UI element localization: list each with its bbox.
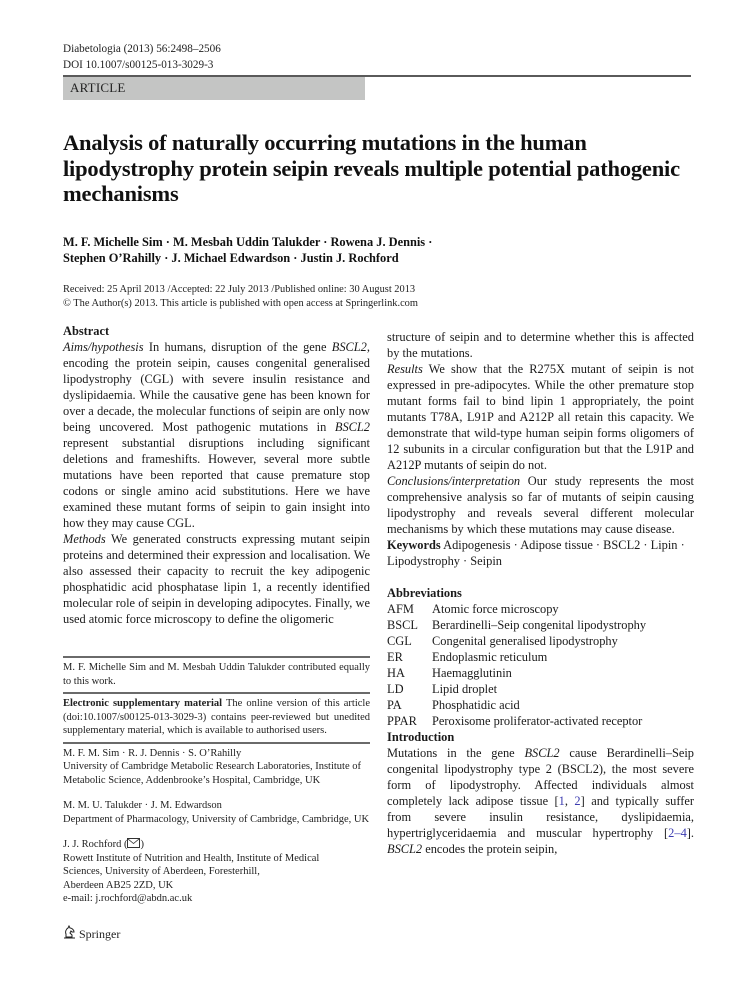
abbreviation-key: PPAR	[387, 714, 417, 728]
left-column	[63, 323, 370, 906]
author-list	[63, 234, 623, 266]
abbreviation-value: Haemagglutinin	[432, 666, 512, 680]
authors-line-2: Stephen O’Rahilly · J. Michael Edwardson · Justin J. Rochford	[63, 251, 399, 265]
abstract-results	[387, 361, 694, 473]
affiliation-address: Department of Pharmacology, University of Cambridge, Cambridge, UK	[63, 813, 370, 825]
abbreviations-section	[387, 585, 694, 729]
esm-text: The online version of this article (doi:10.1007/s00125-013-3029-3) contains peer-reviewed but unedited supplementary material, which is available to authorised users.	[63, 698, 370, 736]
abstract-heading: Abstract	[63, 324, 110, 338]
authors-line-1: M. F. Michelle Sim · M. Mesbah Uddin Talukder · Rowena J. Dennis ·	[63, 235, 433, 249]
abbreviation-row	[387, 633, 694, 649]
affiliation-names: M. F. M. Sim · R. J. Dennis · S. O’Rahilly	[63, 747, 242, 759]
affiliation-address-line: Sciences, University of Aberdeen, Foresterhill,	[63, 866, 260, 877]
abbreviation-value: Berardinelli–Seip congenital lipodystrophy	[432, 618, 647, 632]
abbreviation-key: LD	[387, 682, 404, 696]
keywords	[387, 537, 694, 569]
abbreviation-row	[387, 697, 694, 713]
paren-close: )	[140, 839, 144, 850]
affiliation-address: University of Cambridge Metabolic Research Laboratories, Institute of Metabolic Science, Addenbrooke’s Hospital, Cambridge, UK	[63, 761, 361, 786]
gene-name: BSCL2	[387, 842, 423, 856]
gene-name: BSCL2	[331, 340, 367, 354]
copyright-notice: © The Author(s) 2013. This article is published with open access at Springerlink.com	[63, 297, 418, 309]
corresponding-author-name: J. J. Rochford (	[63, 839, 128, 850]
envelope-icon[interactable]	[127, 838, 140, 848]
introduction-heading: Introduction	[387, 730, 455, 744]
abbreviation-value: Endoplasmic reticulum	[432, 650, 548, 664]
conclusions-text: Our study represents the most comprehensive analysis so far of mutants of seipin causing lipodystrophy and reveals several different molecular mechanisms by which these mutations may cause disease.	[387, 474, 694, 536]
abstract-aims	[63, 339, 370, 531]
introduction-paragraph	[387, 745, 694, 857]
affiliation-1	[63, 744, 370, 788]
citation-link[interactable]: 1	[558, 794, 565, 808]
results-label: Results	[387, 362, 423, 376]
abstract-conclusions	[387, 473, 694, 537]
aims-text: represent substantial disruptions including significant deletions and frameshifts. However, several more subtle mutations have been reported that cause premature stop codons or single amino acid substitutions. Here we have examined these mutant forms of seipin to gain insight into how they may cause CGL.	[63, 436, 370, 530]
intro-text: cause Berardinelli–Seip congenital lipodystrophy type 2 (BSCL2), the most severe form of lipodystrophy. Affected individuals almost completely lack adipose tissue [	[387, 746, 694, 808]
abbreviation-key: AFM	[387, 602, 414, 616]
abbreviation-row	[387, 713, 694, 729]
equal-contribution-note: M. F. Michelle Sim and M. Mesbah Uddin Talukder contributed equally to this work.	[63, 662, 370, 687]
abbreviation-row	[387, 649, 694, 665]
citation-link[interactable]: 2	[574, 794, 581, 808]
abbreviation-value: Lipid droplet	[432, 682, 498, 696]
affiliation-address-line: Rowett Institute of Nutrition and Health, Institute of Medical	[63, 852, 320, 864]
email-link[interactable]: e-mail: j.rochford@abdn.ac.uk	[63, 893, 193, 904]
springer-knight-icon	[63, 925, 76, 943]
methods-label: Methods	[63, 532, 106, 546]
abbreviation-key: BSCL	[387, 618, 418, 632]
abbreviation-row	[387, 601, 694, 617]
right-column	[387, 329, 694, 857]
intro-text: Mutations in the gene	[387, 746, 525, 760]
affiliation-names	[63, 838, 370, 852]
esm-label: Electronic supplementary material	[63, 698, 223, 709]
intro-text: ,	[564, 794, 575, 808]
abbreviations-heading: Abbreviations	[387, 586, 462, 600]
abbreviation-value: Phosphatidic acid	[432, 698, 520, 712]
journal-header	[63, 41, 221, 73]
aims-text: In humans, disruption of the gene	[143, 340, 332, 354]
intro-text: ] and typically suffer from severe insulin resistance, dyslipidaemia, hypertriglyceridaemia and muscular hypertrophy [	[387, 794, 694, 840]
abbreviation-key: HA	[387, 666, 405, 680]
affiliation-names: M. M. U. Talukder · J. M. Edwardson	[63, 800, 222, 811]
abbreviation-value: Peroxisome proliferator-activated receptor	[432, 714, 643, 728]
gene-name: BSCL2	[334, 420, 370, 434]
affiliation-address-line: Aberdeen AB25 2ZD, UK	[63, 879, 174, 891]
date-history: Received: 25 April 2013 /Accepted: 22 July 2013 /Published online: 30 August 2013	[63, 284, 416, 295]
abbreviation-row	[387, 617, 694, 633]
intro-text: ].	[686, 826, 694, 840]
results-text: We show that the R275X mutant of seipin is not expressed in pre-adipocytes. While the other premature stop mutant forms fail to bind lipin 1 appropriately, the point mutants T78A, L91P and A212P all retain this capacity. We demonstrate that wild-type human seipin forms oligomers of 12 subunits in a circular configuration but that the L91P and A212P mutants of seipin do not.	[387, 362, 694, 472]
affiliation-2	[63, 787, 370, 826]
publisher-name: Springer	[79, 926, 121, 941]
article-type-bar	[63, 77, 365, 100]
abbreviation-value: Congenital generalised lipodystrophy	[432, 634, 618, 648]
article-type-label: ARTICLE	[70, 80, 126, 95]
journal-citation: Diabetologia (2013) 56:2498–2506	[63, 43, 221, 55]
affiliation-3	[63, 826, 370, 906]
publication-dates	[63, 283, 623, 310]
abbreviation-row	[387, 665, 694, 681]
keywords-label: Keywords	[387, 538, 441, 552]
aims-text: , encoding the protein seipin, causes congenital generalised lipodystrophy (CGL) with severe insulin resistance and dyslipidaemia. While the causative gene has been known for over a decade, the molecular functions of seipin are only now being uncovered. Most pathogenic mutations in	[63, 340, 370, 434]
keywords-text: Adipogenesis · Adipose tissue · BSCL2 · Lipin · Lipodystrophy · Seipin	[387, 538, 685, 568]
abbreviation-key: ER	[387, 650, 403, 664]
publisher-footer	[63, 925, 120, 943]
aims-label: Aims/hypothesis	[63, 340, 144, 354]
intro-text: encodes the protein seipin,	[422, 842, 558, 856]
doi[interactable]: DOI 10.1007/s00125-013-3029-3	[63, 59, 214, 71]
conclusions-label: Conclusions/interpretation	[387, 474, 521, 488]
citation-link[interactable]: 2–4	[668, 826, 687, 840]
esm-note	[63, 694, 370, 742]
abbreviation-key: CGL	[387, 634, 412, 648]
abstract-methods-continued: structure of seipin and to determine whether this is affected by the mutations.	[387, 330, 694, 360]
paper-title: Analysis of naturally occurring mutations in the human lipodystrophy protein seipin reveals multiple potential pathogenic mechanisms	[63, 130, 680, 206]
abbreviation-row	[387, 681, 694, 697]
abbreviation-value: Atomic force microscopy	[432, 602, 559, 616]
methods-text: We generated constructs expressing mutant seipin proteins and determined their expression and localisation. We also assessed their capacity to recruit the key adipogenic phosphatidic acid phosphatase lipin 1, a recently identified molecular role of seipin in developing adipocytes. Finally, we used atomic force microscopy to define the oligomeric	[63, 532, 370, 626]
abbreviation-key: PA	[387, 698, 402, 712]
abstract-methods	[63, 531, 370, 627]
gene-name: BSCL2	[524, 746, 560, 760]
